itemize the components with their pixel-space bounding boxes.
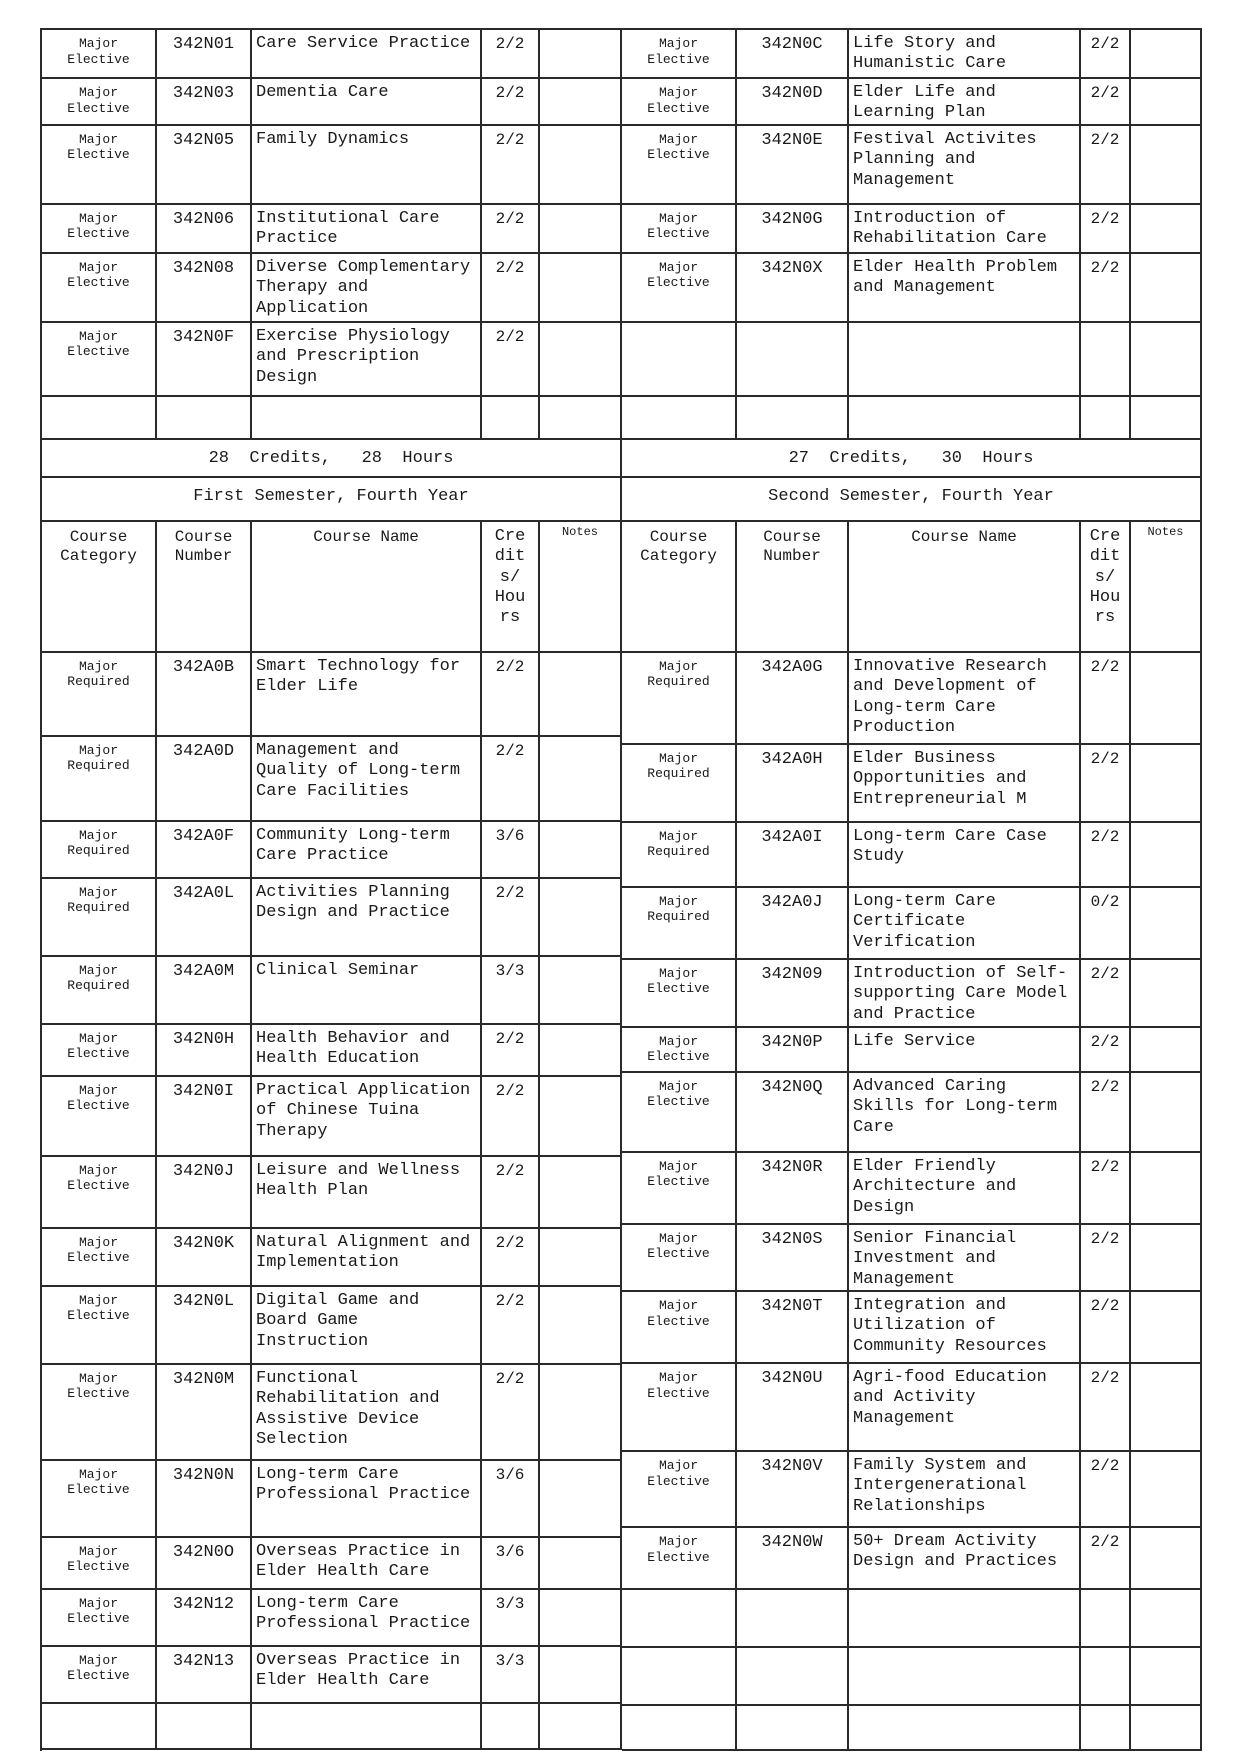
course-row (42, 737, 622, 822)
course-name-cell (252, 397, 482, 440)
credits-hours-cell: 2/2 (1081, 1073, 1131, 1153)
course-name-cell: Long-term Care Professional Practice (252, 1590, 482, 1647)
column-header-credits: Cre dit s/ Hou rs (482, 522, 540, 653)
course-name-cell: Integration and Utilization of Community Resources (849, 1292, 1081, 1364)
credits-hours-cell: 3/3 (482, 1647, 540, 1704)
course-number-cell: 342N0T (737, 1292, 849, 1364)
notes-cell (540, 1025, 622, 1077)
semester-title-left: First Semester, Fourth Year (42, 478, 622, 522)
course-category-cell (622, 323, 737, 397)
credits-hours-cell: 0/2 (1081, 888, 1131, 960)
notes-cell (540, 1077, 622, 1157)
course-name-cell (849, 397, 1081, 440)
notes-cell (1131, 79, 1202, 126)
course-name-cell: Family System and Intergenerational Relationships (849, 1452, 1081, 1528)
course-category-cell (622, 397, 737, 440)
course-category-cell (622, 1590, 737, 1648)
course-category-cell: Major Required (42, 879, 157, 957)
credits-hours-cell: 2/2 (1081, 653, 1131, 745)
course-category-cell: Major Required (622, 888, 737, 960)
course-name-cell: Clinical Seminar (252, 957, 482, 1025)
course-category-cell: Major Required (622, 745, 737, 823)
course-number-cell: 342N0P (737, 1028, 849, 1073)
top-section-rows (42, 30, 1202, 440)
course-row (42, 397, 1202, 440)
semester-title-right: Second Semester, Fourth Year (622, 478, 1202, 522)
course-category-cell: Major Required (622, 823, 737, 888)
course-category-cell: Major Elective (42, 1461, 157, 1538)
course-row (42, 1538, 622, 1590)
course-name-cell: Exercise Physiology and Prescription Design (252, 323, 482, 397)
course-category-cell: Major Elective (622, 1153, 737, 1225)
course-category-cell (42, 397, 157, 440)
course-number-cell: 342N0V (737, 1452, 849, 1528)
notes-cell (1131, 1073, 1202, 1153)
column-header-category: Course Category (622, 522, 737, 653)
course-name-cell (849, 1706, 1081, 1751)
notes-cell (540, 1365, 622, 1461)
semester-credit-total-left: 28 Credits, 28 Hours (42, 440, 622, 478)
notes-cell (1131, 960, 1202, 1028)
course-name-cell: Introduction of Self-supporting Care Model and Practice (849, 960, 1081, 1028)
course-number-cell: 342N0O (157, 1538, 252, 1590)
column-header-category: Course Category (42, 522, 157, 653)
credits-hours-cell: 2/2 (1081, 1292, 1131, 1364)
course-number-cell: 342A0G (737, 653, 849, 745)
course-row (42, 323, 1202, 397)
course-category-cell: Major Elective (622, 79, 737, 126)
course-category-cell: Major Elective (42, 79, 157, 126)
course-name-cell: Health Behavior and Health Education (252, 1025, 482, 1077)
course-category-cell: Major Elective (42, 1229, 157, 1287)
course-row (622, 1706, 1202, 1751)
credits-hours-cell: 2/2 (482, 1077, 540, 1157)
course-number-cell: 342N0R (737, 1153, 849, 1225)
course-name-cell: Practical Application of Chinese Tuina Therapy (252, 1077, 482, 1157)
course-name-cell: Institutional Care Practice (252, 205, 482, 254)
course-category-cell: Major Elective (42, 1647, 157, 1704)
course-name-cell: Elder Business Opportunities and Entrepreneurial M (849, 745, 1081, 823)
notes-cell (1131, 1648, 1202, 1706)
course-name-cell: Life Service (849, 1028, 1081, 1073)
column-header-notes: Notes (540, 522, 622, 653)
course-row (42, 1157, 622, 1229)
course-number-cell: 342N05 (157, 126, 252, 205)
notes-cell (540, 1287, 622, 1365)
course-number-cell: 342N0D (737, 79, 849, 126)
course-number-cell: 342A0F (157, 822, 252, 879)
course-number-cell (157, 1704, 252, 1750)
credits-hours-cell: 2/2 (482, 205, 540, 254)
credits-hours-cell: 2/2 (482, 737, 540, 822)
course-row (42, 653, 622, 737)
course-category-cell (622, 1648, 737, 1706)
notes-cell (540, 1229, 622, 1287)
course-name-cell: Elder Friendly Architecture and Design (849, 1153, 1081, 1225)
fourth-year-course-section (42, 653, 1202, 1751)
notes-cell (1131, 1528, 1202, 1590)
credits-hours-cell: 2/2 (1081, 30, 1131, 79)
credits-hours-cell: 2/2 (1081, 1364, 1131, 1452)
course-name-cell: Digital Game and Board Game Instruction (252, 1287, 482, 1365)
credits-hours-cell: 2/2 (1081, 205, 1131, 254)
course-category-cell: Major Elective (42, 1590, 157, 1647)
course-row (622, 888, 1202, 960)
course-number-cell: 342N0S (737, 1225, 849, 1292)
notes-cell (1131, 1225, 1202, 1292)
course-number-cell: 342N0W (737, 1528, 849, 1590)
credits-hours-cell: 3/6 (482, 1461, 540, 1538)
credits-hours-cell: 2/2 (1081, 1153, 1131, 1225)
credits-hours-cell: 2/2 (482, 653, 540, 737)
notes-cell (540, 822, 622, 879)
notes-cell (540, 254, 622, 323)
course-number-cell: 342N0X (737, 254, 849, 323)
credits-hours-cell: 3/3 (482, 957, 540, 1025)
course-row (42, 1077, 622, 1157)
course-category-cell: Major Elective (622, 205, 737, 254)
course-category-cell: Major Elective (42, 1287, 157, 1365)
course-category-cell: Major Elective (622, 1452, 737, 1528)
notes-cell (1131, 888, 1202, 960)
credits-hours-cell: 2/2 (1081, 254, 1131, 323)
notes-cell (1131, 1590, 1202, 1648)
course-category-cell: Major Elective (42, 1157, 157, 1229)
column-header-notes: Notes (1131, 522, 1202, 653)
course-row (42, 1647, 622, 1704)
course-category-cell: Major Required (42, 737, 157, 822)
course-name-cell (252, 1704, 482, 1750)
course-category-cell: Major Elective (622, 254, 737, 323)
course-number-cell: 342N0H (157, 1025, 252, 1077)
notes-cell (1131, 30, 1202, 79)
course-number-cell: 342A0D (157, 737, 252, 822)
course-row (42, 79, 1202, 126)
course-category-cell: Major Elective (42, 1538, 157, 1590)
course-row (42, 254, 1202, 323)
credits-hours-cell: 3/3 (482, 1590, 540, 1647)
credits-hours-cell: 2/2 (482, 1025, 540, 1077)
course-row (622, 1648, 1202, 1706)
course-category-cell: Major Elective (42, 126, 157, 205)
notes-cell (1131, 397, 1202, 440)
credits-hours-cell: 2/2 (482, 323, 540, 397)
notes-cell (1131, 823, 1202, 888)
course-name-cell: Elder Life and Learning Plan (849, 79, 1081, 126)
course-number-cell: 342N09 (737, 960, 849, 1028)
course-number-cell: 342A0L (157, 879, 252, 957)
bottom-left-rows (42, 653, 622, 1750)
notes-cell (1131, 653, 1202, 745)
course-number-cell: 342N0F (157, 323, 252, 397)
notes-cell (540, 1647, 622, 1704)
course-number-cell: 342A0H (737, 745, 849, 823)
credits-hours-cell (482, 397, 540, 440)
course-name-cell (849, 323, 1081, 397)
course-category-cell: Major Elective (622, 1225, 737, 1292)
course-number-cell: 342N0M (157, 1365, 252, 1461)
notes-cell (540, 1704, 622, 1750)
course-name-cell: Senior Financial Investment and Management (849, 1225, 1081, 1292)
course-row (42, 1287, 622, 1365)
credits-hours-cell: 2/2 (1081, 960, 1131, 1028)
credits-hours-cell: 2/2 (1081, 745, 1131, 823)
course-row (42, 205, 1202, 254)
course-name-cell: Family Dynamics (252, 126, 482, 205)
notes-cell (540, 205, 622, 254)
credits-hours-cell: 2/2 (482, 126, 540, 205)
course-category-cell: Major Required (622, 653, 737, 745)
course-number-cell: 342N12 (157, 1590, 252, 1647)
notes-cell (1131, 1452, 1202, 1528)
course-number-cell: 342N0K (157, 1229, 252, 1287)
course-row (42, 1025, 622, 1077)
notes-cell (540, 397, 622, 440)
course-row (42, 822, 622, 879)
course-category-cell: Major Elective (622, 126, 737, 205)
course-row (622, 960, 1202, 1028)
notes-cell (1131, 1292, 1202, 1364)
course-number-cell: 342A0M (157, 957, 252, 1025)
course-name-cell: Functional Rehabilitation and Assistive Device Selection (252, 1365, 482, 1461)
course-name-cell: Advanced Caring Skills for Long-term Care (849, 1073, 1081, 1153)
course-number-cell: 342N03 (157, 79, 252, 126)
credits-hours-cell (1081, 397, 1131, 440)
course-name-cell: Smart Technology for Elder Life (252, 653, 482, 737)
credits-hours-cell (482, 1704, 540, 1750)
credits-hours-cell: 2/2 (482, 879, 540, 957)
credits-hours-cell: 2/2 (482, 254, 540, 323)
course-number-cell (737, 397, 849, 440)
notes-cell (540, 1157, 622, 1229)
course-row (42, 1365, 622, 1461)
notes-cell (540, 957, 622, 1025)
course-category-cell: Major Elective (622, 1528, 737, 1590)
course-name-cell: Agri-food Education and Activity Management (849, 1364, 1081, 1452)
course-number-cell: 342A0B (157, 653, 252, 737)
credits-hours-cell: 2/2 (1081, 79, 1131, 126)
course-number-cell: 342N0G (737, 205, 849, 254)
notes-cell (540, 79, 622, 126)
course-name-cell (849, 1648, 1081, 1706)
course-category-cell: Major Elective (42, 323, 157, 397)
course-number-cell (157, 397, 252, 440)
course-number-cell: 342N08 (157, 254, 252, 323)
course-name-cell: Diverse Complementary Therapy and Application (252, 254, 482, 323)
notes-cell (1131, 1153, 1202, 1225)
course-row (622, 1292, 1202, 1364)
credits-hours-cell: 2/2 (482, 1229, 540, 1287)
credits-hours-cell (1081, 1706, 1131, 1751)
course-row (622, 1364, 1202, 1452)
bottom-right-rows (622, 653, 1202, 1751)
course-category-cell: Major Elective (42, 1025, 157, 1077)
course-category-cell: Major Required (42, 822, 157, 879)
notes-cell (540, 126, 622, 205)
notes-cell (540, 1538, 622, 1590)
course-name-cell: Long-term Care Case Study (849, 823, 1081, 888)
column-header-number: Course Number (737, 522, 849, 653)
notes-cell (540, 1461, 622, 1538)
course-name-cell: Leisure and Wellness Health Plan (252, 1157, 482, 1229)
course-row (622, 1225, 1202, 1292)
course-name-cell: Care Service Practice (252, 30, 482, 79)
course-name-cell: Overseas Practice in Elder Health Care (252, 1647, 482, 1704)
course-name-cell: 50+ Dream Activity Design and Practices (849, 1528, 1081, 1590)
course-category-cell: Major Elective (622, 1364, 737, 1452)
notes-cell (1131, 254, 1202, 323)
column-header-name: Course Name (252, 522, 482, 653)
course-number-cell (737, 1648, 849, 1706)
course-number-cell: 342N0Q (737, 1073, 849, 1153)
course-row (42, 1590, 622, 1647)
semester-credit-total-right: 27 Credits, 30 Hours (622, 440, 1202, 478)
credits-hours-cell (1081, 1648, 1131, 1706)
course-number-cell (737, 1706, 849, 1751)
notes-cell (540, 737, 622, 822)
credits-hours-cell: 2/2 (1081, 823, 1131, 888)
course-category-cell: Major Required (42, 957, 157, 1025)
notes-cell (1131, 126, 1202, 205)
credits-hours-cell: 3/6 (482, 1538, 540, 1590)
course-number-cell: 342N0J (157, 1157, 252, 1229)
course-row (622, 1452, 1202, 1528)
credits-hours-cell: 2/2 (1081, 1225, 1131, 1292)
notes-cell (1131, 1706, 1202, 1751)
course-row (622, 653, 1202, 745)
course-name-cell: Innovative Research and Development of Long-term Care Production (849, 653, 1081, 745)
column-header-row (42, 522, 1202, 653)
course-name-cell: Dementia Care (252, 79, 482, 126)
course-category-cell: Major Elective (622, 960, 737, 1028)
course-category-cell: Major Elective (42, 30, 157, 79)
course-number-cell: 342N13 (157, 1647, 252, 1704)
course-category-cell: Major Elective (622, 30, 737, 79)
course-category-cell: Major Elective (42, 205, 157, 254)
credit-summary-row (42, 440, 1202, 478)
notes-cell (540, 30, 622, 79)
course-row (42, 957, 622, 1025)
course-row (42, 1461, 622, 1538)
course-number-cell: 342N0L (157, 1287, 252, 1365)
credits-hours-cell: 2/2 (482, 30, 540, 79)
course-name-cell: Life Story and Humanistic Care (849, 30, 1081, 79)
course-row (42, 126, 1202, 205)
course-category-cell: Major Elective (622, 1028, 737, 1073)
curriculum-table (40, 28, 1202, 1751)
notes-cell (1131, 1364, 1202, 1452)
credits-hours-cell (1081, 1590, 1131, 1648)
course-number-cell: 342N01 (157, 30, 252, 79)
credits-hours-cell: 2/2 (1081, 126, 1131, 205)
course-category-cell (622, 1706, 737, 1751)
course-name-cell: Introduction of Rehabilitation Care (849, 205, 1081, 254)
credits-hours-cell: 2/2 (482, 79, 540, 126)
credits-hours-cell: 3/6 (482, 822, 540, 879)
course-number-cell (737, 323, 849, 397)
course-category-cell: Major Elective (42, 254, 157, 323)
notes-cell (1131, 745, 1202, 823)
course-name-cell: Community Long-term Care Practice (252, 822, 482, 879)
course-row (42, 879, 622, 957)
notes-cell (1131, 1028, 1202, 1073)
course-number-cell: 342N0N (157, 1461, 252, 1538)
credits-hours-cell: 2/2 (1081, 1528, 1131, 1590)
column-header-name: Course Name (849, 522, 1081, 653)
course-name-cell: Festival Activites Planning and Management (849, 126, 1081, 205)
course-category-cell: Major Elective (42, 1365, 157, 1461)
course-number-cell: 342N0U (737, 1364, 849, 1452)
notes-cell (540, 879, 622, 957)
course-category-cell (42, 1704, 157, 1750)
credits-hours-cell: 2/2 (1081, 1452, 1131, 1528)
course-category-cell: Major Elective (622, 1292, 737, 1364)
course-number-cell: 342A0J (737, 888, 849, 960)
semester-title-row (42, 478, 1202, 522)
course-row (622, 745, 1202, 823)
course-name-cell: Natural Alignment and Implementation (252, 1229, 482, 1287)
course-row (622, 1073, 1202, 1153)
course-number-cell (737, 1590, 849, 1648)
credits-hours-cell: 2/2 (482, 1157, 540, 1229)
course-row (622, 1528, 1202, 1590)
course-name-cell (849, 1590, 1081, 1648)
credits-hours-cell (1081, 323, 1131, 397)
course-row (42, 1229, 622, 1287)
course-number-cell: 342N0E (737, 126, 849, 205)
course-category-cell: Major Required (42, 653, 157, 737)
notes-cell (1131, 323, 1202, 397)
course-row (42, 1704, 622, 1750)
course-number-cell: 342N0C (737, 30, 849, 79)
notes-cell (540, 653, 622, 737)
course-row (622, 1028, 1202, 1073)
course-number-cell: 342N0I (157, 1077, 252, 1157)
course-row (622, 823, 1202, 888)
column-header-credits: Cre dit s/ Hou rs (1081, 522, 1131, 653)
course-name-cell: Long-term Care Certificate Verification (849, 888, 1081, 960)
course-category-cell: Major Elective (42, 1077, 157, 1157)
course-row (622, 1590, 1202, 1648)
notes-cell (540, 1590, 622, 1647)
course-category-cell: Major Elective (622, 1073, 737, 1153)
credits-hours-cell: 2/2 (482, 1365, 540, 1461)
notes-cell (1131, 205, 1202, 254)
course-name-cell: Activities Planning Design and Practice (252, 879, 482, 957)
course-row (42, 30, 1202, 79)
credits-hours-cell: 2/2 (1081, 1028, 1131, 1073)
course-name-cell: Long-term Care Professional Practice (252, 1461, 482, 1538)
course-name-cell: Overseas Practice in Elder Health Care (252, 1538, 482, 1590)
course-name-cell: Elder Health Problem and Management (849, 254, 1081, 323)
notes-cell (540, 323, 622, 397)
course-row (622, 1153, 1202, 1225)
column-header-number: Course Number (157, 522, 252, 653)
course-number-cell: 342A0I (737, 823, 849, 888)
course-number-cell: 342N06 (157, 205, 252, 254)
credits-hours-cell: 2/2 (482, 1287, 540, 1365)
course-name-cell: Management and Quality of Long-term Care Facilities (252, 737, 482, 822)
